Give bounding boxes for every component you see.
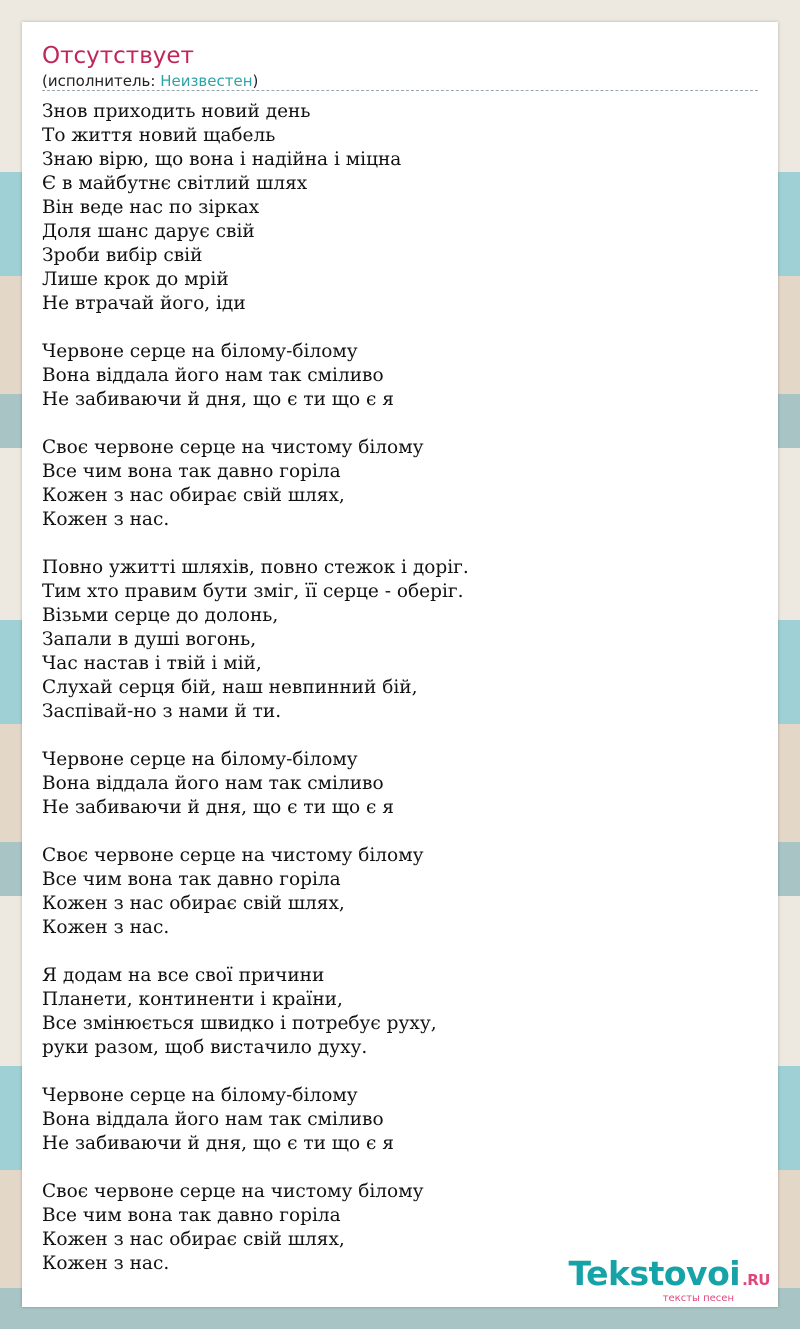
lyric-line: Червоне серце на білому-білому — [42, 749, 358, 770]
lyric-blank-line — [42, 724, 469, 748]
lyric-line: То життя новий щабель — [42, 125, 276, 146]
lyric-line: руки разом, щоб вистачило духу. — [42, 1037, 368, 1058]
artist-prefix: (исполнитель: — [42, 72, 161, 90]
song-title: Отсутствует — [42, 43, 194, 69]
logo-tld: .RU — [742, 1271, 770, 1289]
logo-tagline: тексты песен — [662, 1293, 734, 1304]
lyric-line: Не забиваючи й дня, що є ти що є я — [42, 389, 394, 410]
lyric-line: Не втрачай його, іди — [42, 293, 246, 314]
lyric-line: Зроби вибір свій — [42, 245, 203, 266]
lyric-blank-line — [42, 820, 469, 844]
lyric-line: Знов приходить новий день — [42, 101, 311, 122]
lyric-blank-line — [42, 940, 469, 964]
lyric-line: Не забиваючи й дня, що є ти що є я — [42, 797, 394, 818]
lyric-line: Є в майбутнє світлий шлях — [42, 173, 308, 194]
lyric-line: Кожен з нас. — [42, 1253, 170, 1274]
lyric-blank-line — [42, 1060, 469, 1084]
lyric-line: Червоне серце на білому-білому — [42, 1085, 358, 1106]
title-divider — [42, 90, 758, 91]
lyric-blank-line — [42, 316, 469, 340]
lyric-blank-line — [42, 532, 469, 556]
lyric-line: Кожен з нас обирає свій шлях, — [42, 485, 345, 506]
lyric-line: Візьми серце до долонь, — [42, 605, 279, 626]
lyric-line: Кожен з нас обирає свій шлях, — [42, 1229, 345, 1250]
lyric-blank-line — [42, 412, 469, 436]
lyric-line: Запали в душі вогонь, — [42, 629, 257, 650]
lyric-line: Вона віддала його нам так сміливо — [42, 773, 384, 794]
lyric-line: Все чим вона так давно горіла — [42, 461, 341, 482]
lyric-line: Він веде нас по зірках — [42, 197, 260, 218]
site-logo[interactable] — [569, 1256, 770, 1305]
lyric-line: Кожен з нас. — [42, 917, 170, 938]
logo-name: Tekstovoi — [568, 1254, 741, 1293]
lyric-line: Своє червоне серце на чистому білому — [42, 845, 424, 866]
lyric-line: Вона віддала його нам так сміливо — [42, 1109, 384, 1130]
lyric-line: Планети, континенти і країни, — [42, 989, 343, 1010]
lyric-line: Час настав і твій і мій, — [42, 653, 262, 674]
lyric-line: Лише крок до мрій — [42, 269, 229, 290]
lyrics-card — [22, 22, 778, 1307]
lyric-line: Знаю вірю, що вона і надійна і міцна — [42, 149, 402, 170]
lyric-line: Червоне серце на білому-білому — [42, 341, 358, 362]
lyric-line: Своє червоне серце на чистому білому — [42, 1181, 424, 1202]
lyric-line: Тим хто правим бути зміг, її серце - оберіг. — [42, 581, 464, 602]
artist-line — [42, 71, 258, 91]
lyrics-text — [42, 100, 469, 1276]
lyric-line: Доля шанс дарує свій — [42, 221, 255, 242]
lyric-line: Заспівай-но з нами й ти. — [42, 701, 282, 722]
lyric-line: Все чим вона так давно горіла — [42, 1205, 341, 1226]
lyric-line: Повно ужитті шляхів, повно стежок і доріг. — [42, 557, 469, 578]
lyric-line: Вона віддала його нам так сміливо — [42, 365, 384, 386]
lyric-line: Я додам на все свої причини — [42, 965, 325, 986]
lyric-line: Слухай серця бій, наш невпинний бій, — [42, 677, 418, 698]
lyric-line: Своє червоне серце на чистому білому — [42, 437, 424, 458]
artist-link[interactable]: Неизвестен — [160, 72, 253, 90]
lyric-line: Кожен з нас обирає свій шлях, — [42, 893, 345, 914]
lyric-line: Кожен з нас. — [42, 509, 170, 530]
lyric-line: Все чим вона так давно горіла — [42, 869, 341, 890]
lyric-blank-line — [42, 1156, 469, 1180]
lyric-line: Все змінюється швидко і потребує руху, — [42, 1013, 437, 1034]
lyric-line: Не забиваючи й дня, що є ти що є я — [42, 1133, 394, 1154]
artist-suffix: ) — [252, 72, 259, 90]
